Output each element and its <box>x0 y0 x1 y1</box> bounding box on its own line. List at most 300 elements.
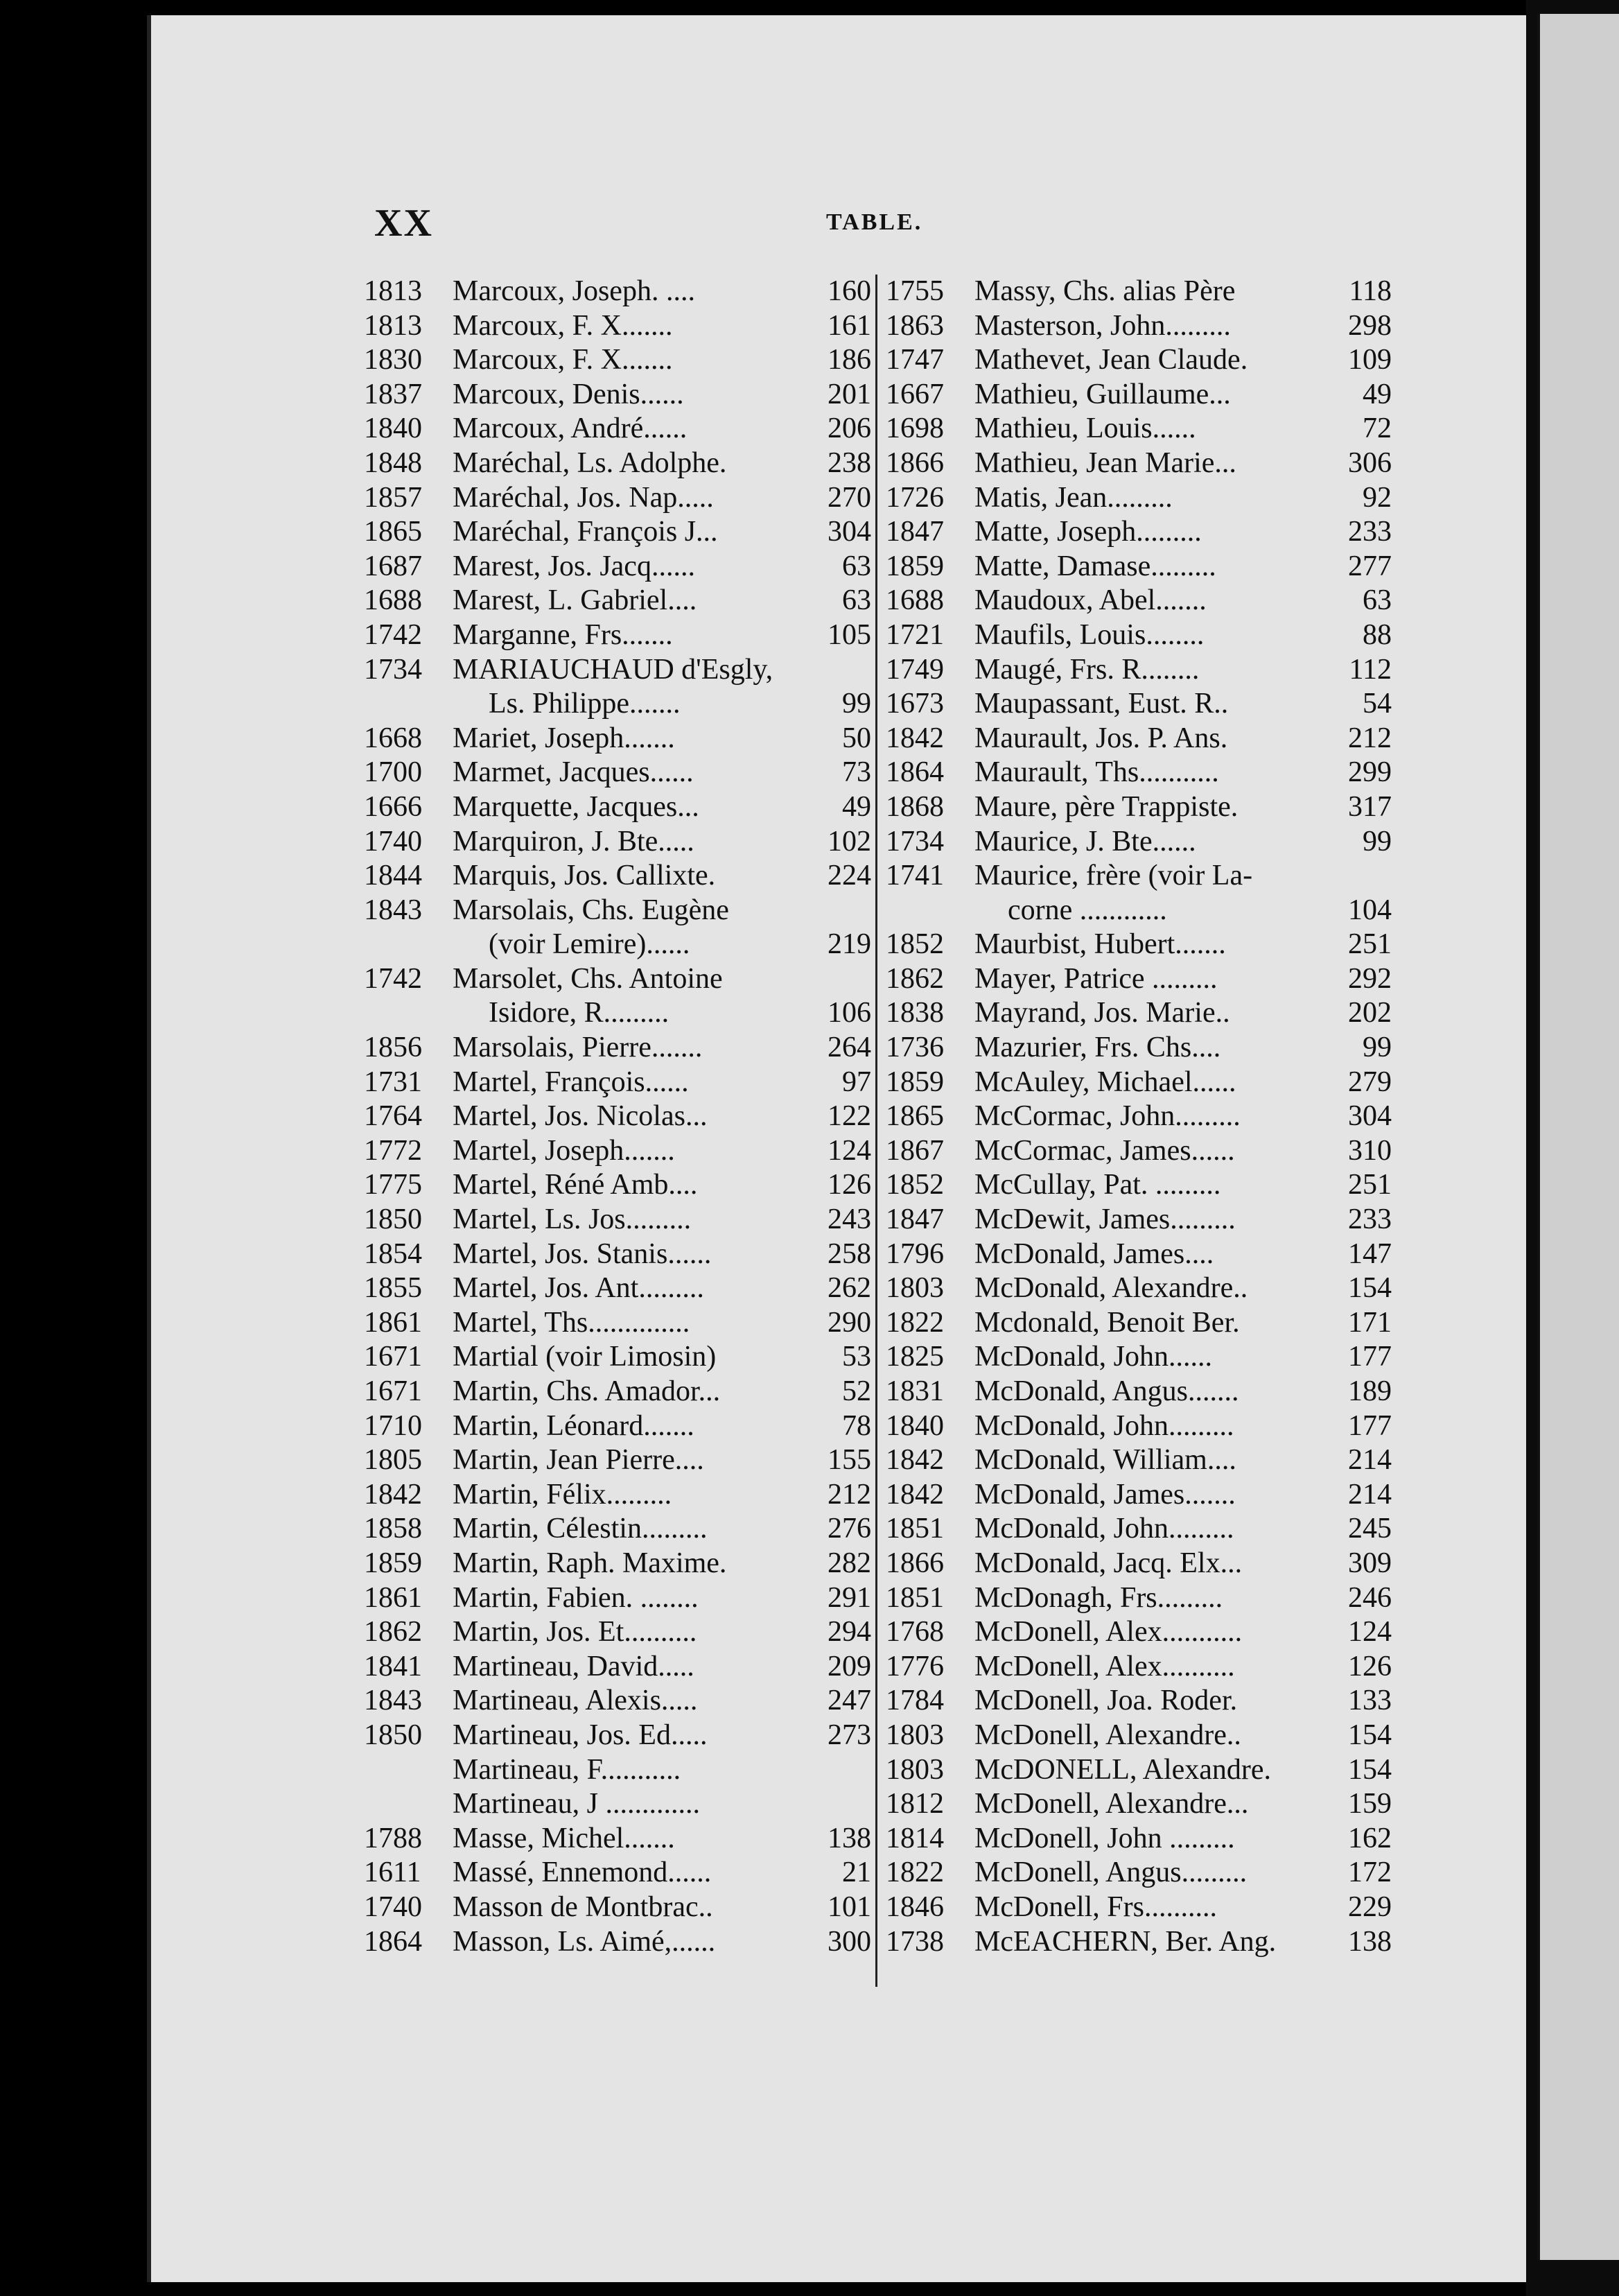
entry-page: 291 <box>828 1581 871 1614</box>
index-entry <box>886 790 1392 825</box>
entry-year: 1837 <box>364 378 422 410</box>
entry-page: 154 <box>1348 1272 1392 1305</box>
entry-page: 206 <box>828 412 871 445</box>
entry-page: 186 <box>828 344 871 376</box>
index-entry <box>886 1650 1392 1685</box>
entry-name: Marquette, Jacques... <box>453 790 699 823</box>
entry-name: Martin, Raph. Maxime. <box>453 1547 727 1579</box>
entry-year: 1775 <box>364 1169 422 1201</box>
index-entry <box>886 962 1392 997</box>
entry-year: 1734 <box>886 825 944 858</box>
entry-year: 1843 <box>364 1685 422 1717</box>
entry-page: 233 <box>1348 1203 1392 1236</box>
entry-page: 214 <box>1348 1444 1392 1477</box>
entry-name: Maréchal, François J... <box>453 516 718 548</box>
index-entry <box>886 1031 1392 1066</box>
entry-page: 309 <box>1348 1547 1392 1579</box>
entry-page: 212 <box>828 1478 871 1511</box>
entry-name: Martel, Réné Amb.... <box>453 1169 698 1201</box>
entry-name: Mariet, Joseph....... <box>453 722 675 754</box>
entry-year: 1857 <box>364 481 422 514</box>
entry-page: 49 <box>1363 378 1392 410</box>
entry-name: Marmet, Jacques...... <box>453 756 694 789</box>
entry-name: Martin, Fabien. ........ <box>453 1581 699 1614</box>
entry-page: 154 <box>1348 1719 1392 1751</box>
entry-page: 124 <box>1348 1616 1392 1649</box>
index-entry <box>886 1719 1392 1753</box>
index-entry <box>886 1443 1392 1478</box>
entry-name: Marsolais, Pierre....... <box>453 1032 703 1064</box>
index-entry <box>886 928 1392 962</box>
entry-name: Martel, Joseph....... <box>453 1134 675 1167</box>
entry-name: Maurbist, Hubert....... <box>974 928 1226 961</box>
index-entry <box>886 515 1392 550</box>
entry-page: 126 <box>1348 1650 1392 1682</box>
entry-page: 112 <box>1349 653 1392 686</box>
entry-year: 1848 <box>364 446 422 479</box>
index-entry <box>886 378 1392 412</box>
index-entry <box>886 1375 1392 1409</box>
entry-page: 298 <box>1348 309 1392 342</box>
entry-name: (voir Lemire)...... <box>489 928 690 961</box>
entry-page: 162 <box>1348 1822 1392 1854</box>
entry-page: 155 <box>828 1444 871 1477</box>
index-entry <box>364 1409 871 1444</box>
entry-name: McAuley, Michael...... <box>974 1066 1236 1098</box>
entry-year: 1710 <box>364 1409 422 1442</box>
entry-page: 99 <box>1363 1032 1392 1064</box>
entry-name: McCullay, Pat. ......... <box>974 1169 1221 1201</box>
entry-year: 1843 <box>364 894 422 926</box>
entry-year: 1740 <box>364 825 422 858</box>
index-entry <box>886 446 1392 481</box>
entry-year: 1749 <box>886 653 944 686</box>
entry-page: 147 <box>1348 1237 1392 1270</box>
index-entry <box>364 1615 871 1650</box>
entry-year: 1842 <box>886 1444 944 1477</box>
entry-name: Martineau, Alexis..... <box>453 1685 698 1717</box>
entry-page: 78 <box>842 1409 871 1442</box>
index-entry <box>886 1478 1392 1513</box>
index-entry <box>364 515 871 550</box>
index-column-right <box>886 275 1392 1959</box>
index-column-left <box>364 275 871 1959</box>
entry-name: McDonell, Alex........... <box>974 1616 1243 1649</box>
entry-page: 118 <box>1349 275 1392 307</box>
entry-name: McDonald, Jacq. Elx... <box>974 1547 1243 1579</box>
index-entry <box>364 653 871 688</box>
index-entry <box>886 1340 1392 1375</box>
index-entry <box>364 1478 871 1513</box>
entry-year: 1700 <box>364 756 422 789</box>
entry-year: 1803 <box>886 1719 944 1751</box>
entry-name: Marcoux, André...... <box>453 412 688 445</box>
index-entry <box>364 1925 871 1960</box>
entry-page: 49 <box>842 790 871 823</box>
entry-name: Marcoux, F. X....... <box>453 309 673 342</box>
entry-year: 1772 <box>364 1134 422 1167</box>
page-edge <box>1537 14 1619 2260</box>
entry-name: McDonell, Angus......... <box>974 1856 1248 1889</box>
index-entry <box>886 550 1392 584</box>
entry-page: 189 <box>1348 1375 1392 1407</box>
entry-page: 290 <box>828 1306 871 1339</box>
entry-name: Maréchal, Ls. Adolphe. <box>453 446 727 479</box>
index-entry <box>364 1340 871 1375</box>
entry-year: 1851 <box>886 1581 944 1614</box>
entry-year: 1851 <box>886 1513 944 1545</box>
entry-year: 1667 <box>886 378 944 410</box>
entry-page: 63 <box>842 550 871 582</box>
entry-name: Maurault, Ths........... <box>974 756 1219 789</box>
entry-name: MARIAUCHAUD d'Esgly, <box>453 653 773 686</box>
entry-page: 133 <box>1348 1685 1392 1717</box>
entry-name: Isidore, R......... <box>489 997 670 1029</box>
index-entry <box>364 722 871 756</box>
entry-page: 99 <box>842 688 871 720</box>
entry-page: 238 <box>828 446 871 479</box>
index-entry <box>886 618 1392 653</box>
index-entry <box>886 1753 1392 1788</box>
entry-year: 1841 <box>364 1650 422 1682</box>
index-entry <box>886 1547 1392 1581</box>
entry-name: McDonald, John......... <box>974 1513 1234 1545</box>
entry-year: 1852 <box>886 928 944 961</box>
index-entry <box>364 446 871 481</box>
entry-name: McDewit, James......... <box>974 1203 1236 1236</box>
entry-name: McDonald, James.... <box>974 1237 1214 1270</box>
entry-name: McDonald, James....... <box>974 1478 1236 1511</box>
index-entry <box>886 1203 1392 1237</box>
entry-name: Maudoux, Abel....... <box>974 584 1207 617</box>
entry-name: Mazurier, Frs. Chs.... <box>974 1032 1221 1064</box>
entry-name: Marcoux, F. X....... <box>453 344 673 376</box>
index-entry <box>886 1856 1392 1890</box>
entry-year: 1866 <box>886 446 944 479</box>
entry-name: Maurice, frère (voir La- <box>974 860 1253 892</box>
entry-name: Maugé, Frs. R........ <box>974 653 1200 686</box>
entry-name: Marquis, Jos. Callixte. <box>453 860 716 892</box>
entry-name: Marcoux, Joseph. .... <box>453 275 695 307</box>
entry-year: 1842 <box>886 722 944 754</box>
entry-page: 201 <box>828 378 871 410</box>
entry-page: 224 <box>828 860 871 892</box>
entry-page: 172 <box>1348 1856 1392 1889</box>
entry-page: 247 <box>828 1685 871 1717</box>
entry-year: 1844 <box>364 860 422 892</box>
index-entry <box>886 309 1392 344</box>
entry-year: 1865 <box>886 1100 944 1133</box>
entry-page: 294 <box>828 1616 871 1649</box>
index-entry <box>364 1890 871 1925</box>
entry-name: Maupassant, Eust. R.. <box>974 688 1229 720</box>
index-entry <box>886 1581 1392 1616</box>
entry-page: 154 <box>1348 1753 1392 1786</box>
index-entry <box>364 1787 871 1822</box>
running-head: TABLE. <box>826 209 923 235</box>
entry-name: Masson, Ls. Aimé,...... <box>453 1925 716 1958</box>
entry-page: 109 <box>1348 344 1392 376</box>
entry-page: 53 <box>842 1341 871 1373</box>
entry-year: 1731 <box>364 1066 422 1098</box>
entry-year: 1856 <box>364 1032 422 1064</box>
index-entry <box>364 1237 871 1272</box>
index-entry <box>886 1890 1392 1925</box>
index-entry <box>364 962 871 997</box>
index-entry <box>364 275 871 309</box>
entry-year: 1822 <box>886 1856 944 1889</box>
entry-year: 1776 <box>886 1650 944 1682</box>
index-entry <box>886 825 1392 860</box>
index-entry <box>886 859 1392 894</box>
entry-name: McEACHERN, Ber. Ang. <box>974 1925 1277 1958</box>
entry-year: 1784 <box>886 1685 944 1717</box>
index-entry <box>886 275 1392 309</box>
entry-page: 229 <box>1348 1890 1392 1923</box>
entry-page: 21 <box>842 1856 871 1889</box>
entry-name: McDonald, John...... <box>974 1341 1212 1373</box>
entry-year: 1840 <box>886 1409 944 1442</box>
index-entry <box>364 1375 871 1409</box>
entry-year: 1859 <box>886 1066 944 1098</box>
index-entry <box>886 1066 1392 1100</box>
entry-page: 292 <box>1348 962 1392 995</box>
entry-page: 202 <box>1348 997 1392 1029</box>
entry-page: 304 <box>828 516 871 548</box>
entry-name: Martel, Jos. Stanis...... <box>453 1237 712 1270</box>
entry-year: 1863 <box>886 309 944 342</box>
entry-year: 1812 <box>886 1788 944 1820</box>
entry-year: 1862 <box>886 962 944 995</box>
entry-name: Martin, Léonard....... <box>453 1409 694 1442</box>
index-entry <box>364 859 871 894</box>
entry-page: 138 <box>828 1822 871 1854</box>
index-entry <box>886 1168 1392 1203</box>
entry-name: Marsolet, Chs. Antoine <box>453 962 723 995</box>
index-entry <box>364 1134 871 1169</box>
entry-page: 243 <box>828 1203 871 1236</box>
index-entry <box>364 1066 871 1100</box>
entry-page: 50 <box>842 722 871 754</box>
index-entry <box>364 309 871 344</box>
index-entry <box>364 1547 871 1581</box>
entry-year: 1673 <box>886 688 944 720</box>
entry-name: McDonell, Frs.......... <box>974 1890 1217 1923</box>
entry-year: 1742 <box>364 962 422 995</box>
entry-page: 310 <box>1348 1134 1392 1167</box>
entry-name: Matte, Joseph......... <box>974 516 1202 548</box>
folio-number: XX <box>374 202 433 245</box>
entry-page: 101 <box>828 1890 871 1923</box>
index-entry <box>364 790 871 825</box>
entry-page: 306 <box>1348 446 1392 479</box>
entry-name: McCormac, James...... <box>974 1134 1235 1167</box>
entry-year: 1865 <box>364 516 422 548</box>
index-entry <box>886 584 1392 618</box>
entry-year: 1740 <box>364 1890 422 1923</box>
entry-year: 1830 <box>364 344 422 376</box>
entry-year: 1742 <box>364 618 422 651</box>
index-entry <box>886 1134 1392 1169</box>
entry-name: Martel, Jos. Nicolas... <box>453 1100 708 1133</box>
index-entry <box>886 1822 1392 1856</box>
entry-page: 282 <box>828 1547 871 1579</box>
entry-page: 88 <box>1363 618 1392 651</box>
entry-page: 277 <box>1348 550 1392 582</box>
entry-page: 251 <box>1348 1169 1392 1201</box>
entry-page: 63 <box>842 584 871 617</box>
index-entry <box>364 1684 871 1719</box>
index-entry <box>364 618 871 653</box>
entry-year: 1864 <box>364 1925 422 1958</box>
entry-page: 171 <box>1348 1306 1392 1339</box>
entry-name: McDonagh, Frs......... <box>974 1581 1223 1614</box>
entry-name: Martel, Ths.............. <box>453 1306 690 1339</box>
entry-name: Martineau, David..... <box>453 1650 694 1682</box>
entry-year: 1868 <box>886 790 944 823</box>
index-entry <box>886 1615 1392 1650</box>
index-entry <box>886 1237 1392 1272</box>
entry-year: 1671 <box>364 1375 422 1407</box>
entry-name: McDonell, Alexandre.. <box>974 1719 1241 1751</box>
entry-name: McDONELL, Alexandre. <box>974 1753 1272 1786</box>
entry-year: 1831 <box>886 1375 944 1407</box>
entry-page: 270 <box>828 481 871 514</box>
entry-page: 97 <box>842 1066 871 1098</box>
index-entry <box>886 996 1392 1031</box>
entry-page: 54 <box>1363 688 1392 720</box>
entry-year: 1813 <box>364 309 422 342</box>
entry-page: 304 <box>1348 1100 1392 1133</box>
index-entry <box>886 412 1392 446</box>
entry-name: Mathevet, Jean Claude. <box>974 344 1248 376</box>
entry-page: 262 <box>828 1272 871 1305</box>
index-entry <box>364 1581 871 1616</box>
entry-year: 1668 <box>364 722 422 754</box>
entry-year: 1747 <box>886 344 944 376</box>
entry-page: 264 <box>828 1032 871 1064</box>
index-entry <box>886 1925 1392 1960</box>
entry-year: 1803 <box>886 1272 944 1305</box>
entry-name: Martin, Jos. Et.......... <box>453 1616 697 1649</box>
entry-name: Martineau, Jos. Ed..... <box>453 1719 708 1751</box>
entry-page: 73 <box>842 756 871 789</box>
entry-page: 72 <box>1363 412 1392 445</box>
entry-year: 1768 <box>886 1616 944 1649</box>
entry-page: 160 <box>828 275 871 307</box>
entry-year: 1698 <box>886 412 944 445</box>
entry-year: 1814 <box>886 1822 944 1854</box>
index-entry <box>886 653 1392 688</box>
index-entry <box>364 1856 871 1890</box>
entry-page: 300 <box>828 1925 871 1958</box>
entry-page: 122 <box>828 1100 871 1133</box>
entry-name: Martel, Ls. Jos......... <box>453 1203 692 1236</box>
entry-name: Maréchal, Jos. Nap..... <box>453 481 714 514</box>
entry-year: 1840 <box>364 412 422 445</box>
entry-name: Marganne, Frs....... <box>453 618 673 651</box>
entry-year: 1741 <box>886 860 944 892</box>
entry-page: 177 <box>1348 1341 1392 1373</box>
entry-name: Maure, père Trappiste. <box>974 790 1239 823</box>
index-entry <box>364 1271 871 1306</box>
entry-page: 52 <box>842 1375 871 1407</box>
entry-page: 124 <box>828 1134 871 1167</box>
index-entry <box>364 584 871 618</box>
entry-year: 1858 <box>364 1513 422 1545</box>
index-entry <box>886 1512 1392 1547</box>
entry-name: corne ............ <box>1008 894 1167 926</box>
index-entry <box>364 343 871 378</box>
entry-year: 1859 <box>886 550 944 582</box>
entry-name: McDonell, Joa. Roder. <box>974 1685 1238 1717</box>
entry-name: Ls. Philippe....... <box>489 688 681 720</box>
entry-year: 1734 <box>364 653 422 686</box>
entry-page: 219 <box>828 928 871 961</box>
entry-year: 1755 <box>886 275 944 307</box>
index-entry <box>886 343 1392 378</box>
index-entry <box>886 1099 1392 1134</box>
index-entry <box>364 996 871 1031</box>
index-entry <box>364 756 871 790</box>
entry-year: 1721 <box>886 618 944 651</box>
entry-year: 1861 <box>364 1581 422 1614</box>
entry-year: 1842 <box>364 1478 422 1511</box>
index-entry <box>364 894 871 928</box>
entry-page: 138 <box>1348 1925 1392 1958</box>
entry-year: 1862 <box>364 1616 422 1649</box>
entry-page: 299 <box>1348 756 1392 789</box>
entry-page: 258 <box>828 1237 871 1270</box>
index-entry <box>364 1822 871 1856</box>
entry-name: Martin, Célestin......... <box>453 1513 708 1545</box>
entry-page: 105 <box>828 618 871 651</box>
entry-name: Martial (voir Limosin) <box>453 1341 717 1373</box>
index-entry <box>364 378 871 412</box>
entry-page: 279 <box>1348 1066 1392 1098</box>
index-entry <box>364 1719 871 1753</box>
entry-year: 1822 <box>886 1306 944 1339</box>
entry-page: 126 <box>828 1169 871 1201</box>
entry-name: Masterson, John......... <box>974 309 1231 342</box>
entry-page: 212 <box>1348 722 1392 754</box>
entry-year: 1796 <box>886 1237 944 1270</box>
entry-page: 209 <box>828 1650 871 1682</box>
entry-page: 246 <box>1348 1581 1392 1614</box>
entry-year: 1855 <box>364 1272 422 1305</box>
index-entry <box>886 481 1392 516</box>
entry-name: Maurault, Jos. P. Ans. <box>974 722 1228 754</box>
index-entry <box>364 1650 871 1685</box>
entry-year: 1864 <box>886 756 944 789</box>
index-entry <box>886 1409 1392 1444</box>
entry-name: Martin, Chs. Amador... <box>453 1375 721 1407</box>
entry-name: Mcdonald, Benoit Ber. <box>974 1306 1240 1339</box>
entry-name: McDonell, John ......... <box>974 1822 1235 1854</box>
entry-name: Matis, Jean......... <box>974 481 1173 514</box>
entry-year: 1736 <box>886 1032 944 1064</box>
column-divider <box>875 275 877 1987</box>
entry-page: 317 <box>1348 790 1392 823</box>
index-entry <box>364 825 871 860</box>
entry-name: Masse, Michel....... <box>453 1822 675 1854</box>
entry-page: 245 <box>1348 1513 1392 1545</box>
index-entry <box>364 1512 871 1547</box>
entry-year: 1847 <box>886 516 944 548</box>
entry-year: 1854 <box>364 1237 422 1270</box>
entry-name: Massé, Ennemond...... <box>453 1856 712 1889</box>
next-page-edge <box>1526 0 1619 2296</box>
